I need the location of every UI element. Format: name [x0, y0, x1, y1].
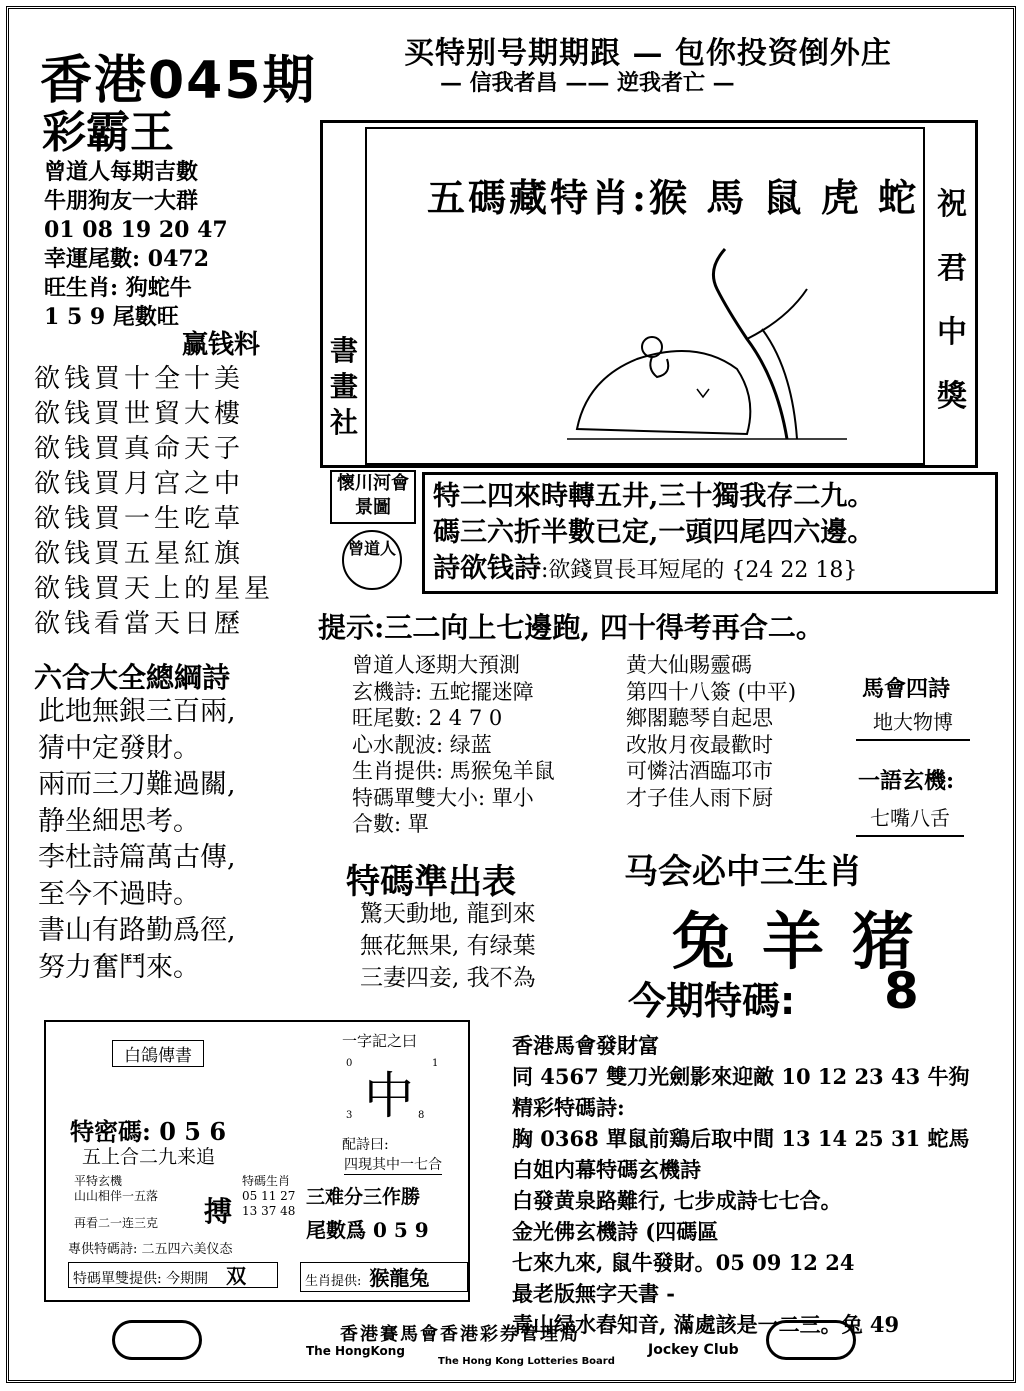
table-right-line: 05 11 27 — [242, 1189, 296, 1203]
code-poem-box — [422, 472, 998, 594]
poem-line: 金光佛玄機詩 (四碼區 — [512, 1219, 719, 1244]
header-slogan: 买特别号期期跟 — 包你投资倒外庄 — [404, 36, 892, 71]
secret-code-line: 五上合二九来追 — [82, 1146, 216, 1168]
again-line: 再看二一连三克 — [74, 1216, 159, 1230]
prediction-line: 曾道人逐期大預測 — [352, 653, 520, 677]
win-title: 赢钱料 — [182, 330, 261, 360]
picture-headline: 五碼藏特肖:猴 馬 鼠 虎 蛇 — [427, 175, 919, 220]
poem-line: 書山有路勤爲徑, — [38, 915, 236, 946]
must-win-zodiacs: 兔羊猪 — [672, 905, 943, 978]
secret-code-label: 特密碼: — [70, 1117, 151, 1146]
brand-name: 彩霸王 — [42, 107, 174, 158]
fortune-line: 可憐沽酒臨邛市 — [626, 759, 773, 783]
prediction-line: 旺尾數: 2 4 7 0 — [352, 706, 503, 730]
prediction-list — [352, 652, 555, 838]
clock-num: 3 — [346, 1110, 353, 1121]
poem-line: 青山绿水舂知音, 滿處該是一二三。兔 49 — [512, 1312, 900, 1337]
footer — [106, 1318, 918, 1368]
fortune-line: 鄉閣聽琴自起思 — [626, 706, 773, 730]
buy-line: 欲钱看當天日歷 — [34, 609, 245, 639]
pigeon-title: 白鴿傳書 — [112, 1040, 204, 1067]
jockey-logo-icon — [112, 1320, 202, 1360]
left-info-line: 旺生肖: 狗蛇牛 — [44, 275, 192, 301]
lottery-logo-icon — [766, 1320, 856, 1360]
prediction-line: 特碼單雙大小: 單小 — [352, 785, 534, 810]
prediction-line: 合數: 單 — [352, 812, 429, 836]
pigeon-box — [44, 1020, 470, 1302]
special-code-lines — [360, 898, 536, 994]
clock-num: 1 — [432, 1058, 439, 1069]
left-info-line: 牛朋狗友一大群 — [44, 188, 199, 214]
picture-left-vertical: 書 畫 社 — [329, 334, 358, 439]
buy-line: 欲钱買十全十美 — [34, 364, 245, 394]
table-big-char: 搏 — [204, 1195, 233, 1228]
footer-en-left: The HongKong — [306, 1344, 405, 1358]
odd-even-value: 双 — [226, 1264, 247, 1288]
fortune-line: 才子佳人雨下厨 — [626, 785, 773, 810]
code-line: 特二四來時轉五井,三十獨我存二九。 — [433, 481, 875, 512]
poem-line: 静坐細思考。 — [38, 805, 200, 837]
footer-en-sub: The Hong Kong Lotteries Board — [438, 1356, 615, 1367]
left-info-line: 1 5 9 尾數旺 — [44, 304, 179, 330]
poem-line: 最老版無字天書 - — [512, 1281, 676, 1306]
one-word-title: 一語玄機: — [858, 768, 955, 794]
code-line: 碼三六折半數已定,一頭四尾四六邊。 — [433, 517, 875, 548]
code-line-3 — [433, 551, 987, 589]
seal-stamp: 懷川河會景圖 — [330, 470, 416, 524]
picture-frame — [365, 127, 925, 465]
poem-line: 兩而三刀難過關, — [38, 769, 236, 800]
buy-line: 欲钱買一生吃草 — [34, 504, 245, 534]
tail-numbers: 尾數爲 0 5 9 — [306, 1218, 429, 1242]
code-line-3-text: :欲錢買長耳短尾的 {24 22 18} — [541, 558, 858, 583]
picture-box — [320, 120, 978, 468]
one-word-value: 七嘴八舌 — [856, 802, 964, 837]
left-info — [44, 158, 228, 332]
poem — [38, 694, 236, 986]
lack-line: 三难分三作勝 — [306, 1186, 421, 1208]
poem-line: 白姐内幕特碼玄機詩 — [512, 1157, 701, 1182]
special-code-title: 特碼準出表 — [346, 862, 516, 902]
prediction-line: 玄機詩: 五蛇擺迷障 — [352, 679, 534, 704]
poem-line: 同 4567 雙刀光劍影來迎敵 10 12 23 43 牛狗 — [512, 1064, 970, 1089]
must-win-title: 马会必中三生肖 — [624, 852, 862, 892]
hint: 提示:三二向上七邊跑, 四十得考再合二。 — [318, 611, 824, 644]
recommend-line: 專供特碼詩: 二五四六美仪态 — [68, 1242, 233, 1257]
today-code-label: 今期特碼: — [628, 979, 796, 1023]
poem-line: 此地無銀三百兩, — [38, 696, 236, 727]
special-code-line: 無花無果, 有绿葉 — [360, 933, 536, 959]
poem-line: 猜中定發財。 — [38, 732, 200, 764]
table-right — [242, 1174, 295, 1219]
clock-title: 一字記之曰 — [342, 1032, 418, 1050]
sketch-illustration — [557, 229, 857, 449]
fortune-line: 第四十八簽 (中平) — [626, 679, 797, 704]
seal-stamp-round: 曾道人 — [342, 530, 402, 590]
fortune-line: 改妝月夜最歡时 — [626, 732, 773, 757]
table-left-title: 平特玄機 — [74, 1174, 123, 1188]
table-left — [74, 1174, 158, 1204]
clock-char: 中 — [364, 1067, 414, 1125]
table-right-line: 13 37 48 — [242, 1204, 296, 1218]
footer-title: 香港賽馬會香港彩券管理局 — [340, 1324, 580, 1345]
today-code-value: 8 — [884, 962, 919, 1020]
poem-line: 至今不過時。 — [38, 878, 200, 910]
clock-num: 8 — [418, 1110, 425, 1121]
fortune-list — [626, 652, 796, 811]
buy-line: 欲钱買世貿大樓 — [34, 399, 245, 429]
zodiac-value: 猴龍兔 — [369, 1266, 430, 1290]
odd-even-box — [68, 1262, 278, 1288]
fortune-line: 黄大仙賜靈碼 — [626, 653, 752, 677]
picture-right-vertical: 祝 君 中 獎 — [937, 187, 967, 414]
secret-code-value: 0 5 6 — [159, 1117, 227, 1146]
odd-even-label: 特碼單雙提供: 今期開 — [73, 1271, 209, 1287]
zodiac-box — [300, 1262, 468, 1292]
horse-poem-title: 馬會四詩 — [862, 676, 951, 702]
table-right-title: 特碼生肖 — [242, 1174, 291, 1188]
poem-line: 白發黄泉路難行, 七步成詩七七合。 — [512, 1188, 842, 1213]
left-info-line: 幸運尾數: 0472 — [44, 246, 210, 272]
footer-en-right: Jockey Club — [648, 1342, 739, 1358]
poem-line: 香港馬會發財富 — [512, 1033, 659, 1058]
special-code-line: 三妻四妾, 我不為 — [360, 965, 536, 991]
jockey-club-poems — [512, 1030, 970, 1340]
special-code-line: 驚天動地, 龍到來 — [360, 901, 536, 927]
poem-title: 六合大全總綱詩 — [34, 661, 231, 694]
prediction-line: 生肖提供: 馬猴兔羊鼠 — [352, 759, 555, 783]
horse-poem-value: 地大物博 — [856, 706, 970, 741]
buy-line: 欲钱買真命天子 — [34, 434, 245, 464]
match-poem: 四現其中一七合 — [344, 1154, 442, 1175]
left-info-line: 01 08 19 20 47 — [44, 217, 228, 243]
table-left-text: 山山相伴一五落 — [74, 1189, 159, 1203]
poem-line: 胸 0368 單鼠前鶏后取中間 13 14 25 31 蛇馬 — [512, 1126, 970, 1151]
poem-line: 七來九來, 鼠牛發財。05 09 12 24 — [512, 1250, 855, 1275]
zodiac-label: 生肖提供: — [305, 1274, 362, 1289]
match-poem-title: 配詩曰: — [342, 1137, 389, 1153]
buy-line: 欲钱買月宫之中 — [34, 469, 245, 499]
seal-group — [330, 470, 420, 594]
prediction-line: 心水靓波: 绿蓝 — [352, 732, 492, 757]
buy-line: 欲钱買天上的星星 — [34, 574, 275, 604]
poem-line: 努力奮鬥來。 — [38, 951, 200, 983]
header-subslogan: — 信我者昌 —— 逆我者亡 — — [440, 70, 735, 96]
buy-line: 欲钱買五星紅旗 — [34, 539, 245, 569]
poem-line: 精彩特碼詩: — [512, 1095, 625, 1120]
buy-lines — [34, 362, 274, 642]
poem-line: 李杜詩篇萬古傳, — [38, 842, 236, 873]
left-info-line: 曾道人每期吉數 — [44, 159, 199, 185]
code-line-3-label: 詩欲钱詩 — [433, 553, 541, 584]
issue-label: 香港045期 — [40, 51, 317, 111]
clock-num: 0 — [346, 1058, 353, 1069]
